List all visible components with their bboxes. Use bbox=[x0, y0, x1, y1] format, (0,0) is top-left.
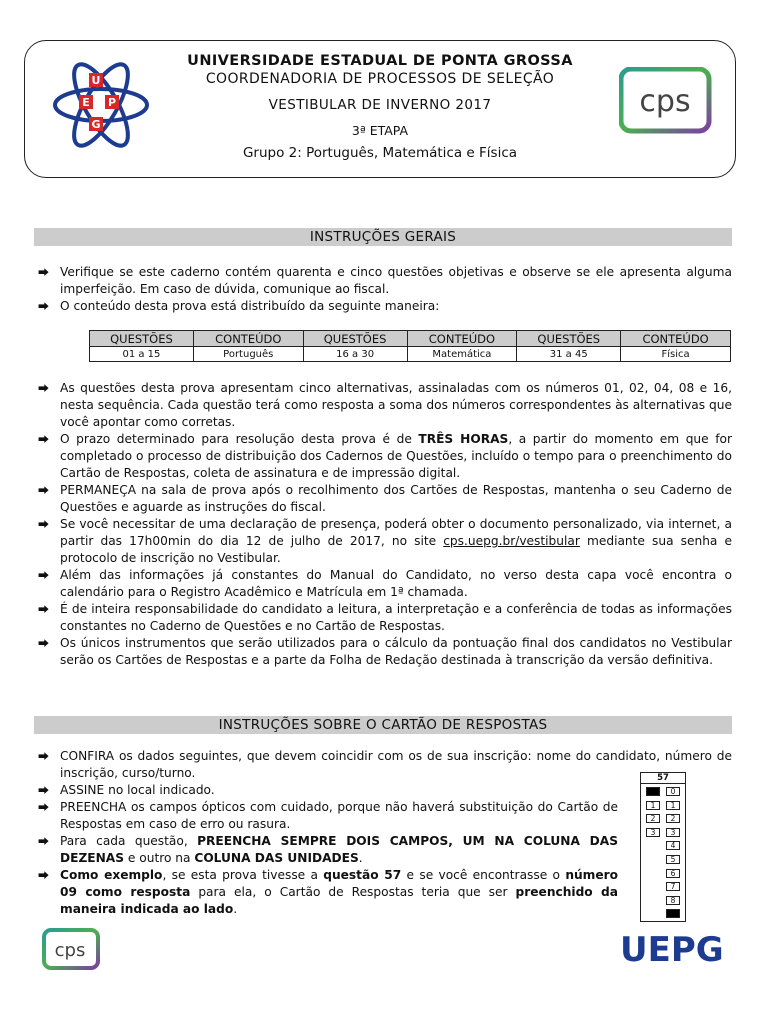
list-item: ⮕ Além das informações já constantes do Manual do Candidato, no verso desta capa você encontra o calendário para o Registro Acadêmico e Matrícula em 1ª chamada. bbox=[60, 567, 732, 601]
uepg-footer-logo bbox=[620, 930, 730, 966]
emphasis: número 09 como resposta bbox=[60, 868, 619, 899]
svg-text:U: U bbox=[91, 74, 101, 87]
tens-cell: 3 bbox=[646, 828, 660, 837]
text-span: Para cada questão, bbox=[60, 834, 198, 848]
tens-cell bbox=[646, 787, 660, 796]
table-header-row bbox=[90, 331, 731, 347]
exam-stage: 3ª ETAPA bbox=[351, 123, 409, 138]
list-item: ⮕ O conteúdo desta prova está distribuído da seguinte maneira: bbox=[60, 298, 732, 315]
general-instructions-title: INSTRUÇÕES GERAIS bbox=[34, 228, 732, 246]
units-cell: 8 bbox=[666, 896, 680, 905]
units-cell: 0 bbox=[666, 787, 680, 796]
text-span: , a partir do momento em que for completado o processo de distribuição dos Cadernos de Questões, incluído o tempo para o preenchimento do Cartão de Respostas, coleta de assinatura e de impressão digital. bbox=[60, 432, 732, 480]
table-row bbox=[90, 347, 731, 362]
vestibular-site-link[interactable]: cps.uepg.br/vestibular bbox=[443, 534, 580, 548]
uepg-atom-logo bbox=[51, 55, 151, 155]
list-item: ⮕ É de inteira responsabilidade do candidato a leitura, a interpretação e a conferência de todas as informações constantes no Caderno de Questões e no Cartão de Respostas. bbox=[60, 601, 732, 635]
svg-text:E: E bbox=[82, 96, 90, 109]
table-header: QUESTÕES bbox=[90, 331, 194, 347]
list-item: ⮕ PREENCHA os campos ópticos com cuidado, porque não haverá substituição do Cartão de Respostas em caso de erro ou rasura. bbox=[60, 799, 618, 833]
text-span: e se você encontrasse o bbox=[401, 868, 566, 882]
table-cell: 16 a 30 bbox=[303, 347, 407, 362]
units-cell: 6 bbox=[666, 869, 680, 878]
card-instructions-title: INSTRUÇÕES SOBRE O CARTÃO DE RESPOSTAS bbox=[34, 716, 732, 734]
cps-footer-logo bbox=[42, 928, 100, 970]
svg-text:G: G bbox=[91, 118, 101, 131]
table-cell: Matemática bbox=[407, 347, 517, 362]
list-item bbox=[60, 833, 618, 867]
list-item bbox=[60, 867, 618, 918]
example-question-number: 57 bbox=[641, 773, 685, 784]
table-cell: Português bbox=[193, 347, 303, 362]
svg-text:cps: cps bbox=[639, 84, 691, 119]
uepg-footer-text: UEPG bbox=[620, 930, 724, 966]
list-item: ⮕ Os únicos instrumentos que serão utilizados para o cálculo da pontuação final dos candidatos no Vestibular serão os Cartões de Respostas e a parte da Folha de Redação destinada à transcrição da versão definitiva. bbox=[60, 635, 732, 669]
coordination-name: COORDENADORIA DE PROCESSOS DE SELEÇÃO bbox=[205, 71, 555, 87]
list-item: ⮕ PERMANEÇA na sala de prova após o recolhimento dos Cartões de Respostas, mantenha o seu Caderno de Questões e aguarde as instruções do fiscal. bbox=[60, 482, 732, 516]
units-cell: 5 bbox=[666, 855, 680, 864]
emphasis: preenchido da maneira indicada ao lado bbox=[60, 885, 618, 916]
exam-group: Grupo 2: Português, Matemática e Física bbox=[242, 145, 518, 161]
list-item: ⮕ CONFIRA os dados seguintes, que devem coincidir com os de sua inscrição: nome do candidato, número de inscrição, curso/turno. bbox=[60, 748, 732, 782]
text-span: . bbox=[233, 902, 238, 916]
text-span: , se esta prova tivesse a bbox=[162, 868, 324, 882]
emphasis: PREENCHA SEMPRE DOIS CAMPOS, UM NA COLUNA DAS DEZENAS bbox=[60, 834, 618, 865]
units-cell: 4 bbox=[666, 841, 680, 850]
tens-cell: 2 bbox=[646, 814, 660, 823]
table-header: CONTEÚDO bbox=[621, 331, 731, 347]
list-item: ⮕ As questões desta prova apresentam cinco alternativas, assinaladas com os números 01, 02, 04, 08 e 16, nesta sequência. Cada questão terá como resposta a soma dos números correspondentes às alternativas que você apontar como corretas. bbox=[60, 380, 732, 431]
table-cell: 31 a 45 bbox=[517, 347, 621, 362]
content-distribution-table bbox=[89, 330, 731, 362]
general-instructions-list-a bbox=[60, 264, 732, 315]
header-box bbox=[24, 40, 736, 178]
units-cell: 2 bbox=[666, 814, 680, 823]
text-span: . bbox=[358, 851, 363, 865]
text-span: e outro na bbox=[124, 851, 195, 865]
units-cell: 1 bbox=[666, 801, 680, 810]
emphasis: questão 57 bbox=[323, 868, 402, 882]
exam-title: VESTIBULAR DE INVERNO 2017 bbox=[268, 97, 492, 113]
emphasis: COLUNA DAS UNIDADES bbox=[194, 851, 359, 865]
list-item bbox=[60, 431, 732, 482]
table-header: QUESTÕES bbox=[303, 331, 407, 347]
units-cell: 7 bbox=[666, 882, 680, 891]
tens-cell: 1 bbox=[646, 801, 660, 810]
text-span: para ela, o Cartão de Respostas teria que ser bbox=[190, 885, 516, 899]
table-header: CONTEÚDO bbox=[407, 331, 517, 347]
card-instructions-list bbox=[60, 748, 732, 918]
general-instructions-list-b bbox=[60, 380, 732, 669]
cps-footer-text: cps bbox=[54, 940, 86, 961]
table-header: CONTEÚDO bbox=[193, 331, 303, 347]
list-item: ⮕ Verifique se este caderno contém quarenta e cinco questões objetivas e observe se ele apresenta alguma imperfeição. Em caso de dúvida, comunique ao fiscal. bbox=[60, 264, 732, 298]
table-cell: 01 a 15 bbox=[90, 347, 194, 362]
table-header: QUESTÕES bbox=[517, 331, 621, 347]
text-span: mediante sua senha e protocolo de inscrição no Vestibular. bbox=[60, 534, 732, 565]
units-cell: 3 bbox=[666, 828, 680, 837]
text-span: O prazo determinado para resolução desta prova é de bbox=[60, 432, 419, 446]
cps-logo bbox=[619, 67, 715, 135]
svg-text:P: P bbox=[107, 96, 117, 109]
list-item bbox=[60, 516, 732, 567]
example-answer-grid bbox=[640, 772, 686, 922]
university-name: UNIVERSIDADE ESTADUAL DE PONTA GROSSA bbox=[187, 53, 573, 69]
emphasis: Como exemplo bbox=[60, 868, 163, 882]
units-cell bbox=[666, 909, 680, 918]
list-item: ⮕ ASSINE no local indicado. bbox=[60, 782, 618, 799]
text-span: Se você necessitar de uma declaração de presença, poderá obter o documento personalizado, via internet, a partir das 17h00min do dia 12 de julho de 2017, no site bbox=[60, 517, 732, 548]
duration-emphasis: TRÊS HORAS bbox=[418, 432, 509, 446]
table-cell: Física bbox=[621, 347, 731, 362]
